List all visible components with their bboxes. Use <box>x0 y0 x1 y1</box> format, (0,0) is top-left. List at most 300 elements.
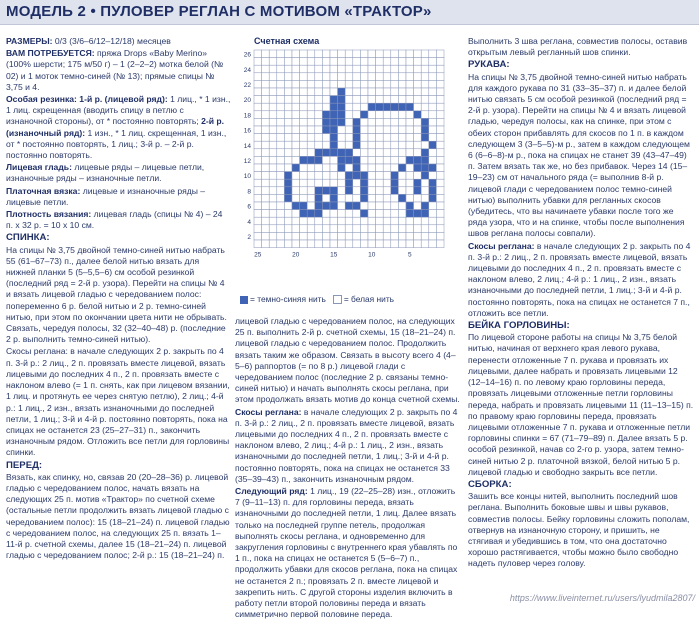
sizes-label: РАЗМЕРЫ: <box>6 36 53 46</box>
chart-cell-light <box>254 73 262 81</box>
chart-cell-light <box>436 172 444 180</box>
chart-cell-dark <box>338 164 346 172</box>
chart-cell-light <box>277 134 285 142</box>
chart-cell-light <box>398 172 406 180</box>
chart-cell-dark <box>414 156 422 164</box>
chart-cell-light <box>406 172 414 180</box>
chart-cell-light <box>315 126 323 134</box>
chart-cell-light <box>414 194 422 202</box>
chart-cell-light <box>436 210 444 218</box>
gauge-text: лицевая гладь (спицы № 4) – 24 п. х 32 р. = 10 х 10 см. <box>6 209 223 231</box>
chart-cell-light <box>436 217 444 225</box>
chart-cell-dark <box>330 194 338 202</box>
chart-cell-light <box>391 164 399 172</box>
chart-cell-light <box>391 126 399 134</box>
chart-cell-light <box>254 149 262 157</box>
chart-cell-light <box>300 58 308 66</box>
chart-col-label: 5 <box>407 251 412 259</box>
chart-cell-light <box>414 134 422 142</box>
legend-dark-label: = темно-синяя нить <box>250 294 326 304</box>
chart-cell-light <box>414 65 422 73</box>
chart-cell-light <box>277 103 285 111</box>
chart-cell-light <box>391 50 399 58</box>
chart-cell-light <box>376 141 384 149</box>
chart-cell-light <box>353 149 361 157</box>
chart-cell-light <box>345 80 353 88</box>
chart-cell-light <box>269 225 277 233</box>
chart-cell-light <box>360 50 368 58</box>
legend-light-swatch <box>333 295 342 304</box>
chart-cell-dark <box>360 179 368 187</box>
chart-cell-light <box>383 179 391 187</box>
chart-cell-light <box>436 103 444 111</box>
chart-cell-light <box>322 225 330 233</box>
chart-cell-light <box>353 73 361 81</box>
sizes-text: 0/3 (3/6–6/12–12/18) месяцев <box>54 36 171 46</box>
column-left <box>6 36 231 562</box>
chart-cell-light <box>254 172 262 180</box>
chart-cell-light <box>391 232 399 240</box>
chart-cell-dark <box>353 172 361 180</box>
chart-cell-light <box>421 50 429 58</box>
chart-cell-light <box>269 164 277 172</box>
chart-cell-light <box>262 96 270 104</box>
chart-cell-light <box>284 217 292 225</box>
chart-cell-light <box>398 232 406 240</box>
chart-cell-light <box>330 156 338 164</box>
chart-cell-dark <box>368 103 376 111</box>
chart-cell-light <box>429 172 437 180</box>
chart-cell-light <box>284 210 292 218</box>
chart-cell-light <box>277 111 285 119</box>
chart-cell-light <box>406 58 414 66</box>
chart-cell-light <box>269 194 277 202</box>
chart-cell-light <box>368 217 376 225</box>
chart-cell-light <box>277 202 285 210</box>
chart-cell-light <box>307 50 315 58</box>
rib-text: 1 лиц., * 1 изн., 1 лиц. скрещенная (вводить спицу в петлю с изнаночной стороны), от * постоянно повторять; <box>6 94 231 127</box>
stockinette-text: лицевые ряды – лицевые петли, изнаночные ряды – изнаночные петли. <box>6 162 205 184</box>
chart-cell-dark <box>338 96 346 104</box>
chart-cell-light <box>307 187 315 195</box>
chart-cell-dark <box>398 194 406 202</box>
chart-cell-dark <box>353 164 361 172</box>
chart-cell-light <box>383 118 391 126</box>
chart-cell-light <box>383 232 391 240</box>
chart-col-label: 15 <box>330 251 338 259</box>
chart-cell-light <box>376 225 384 233</box>
chart-cell-light <box>277 187 285 195</box>
chart-cell-light <box>300 111 308 119</box>
chart-cell-light <box>429 202 437 210</box>
chart-cell-light <box>330 179 338 187</box>
chart-cell-light <box>338 141 346 149</box>
chart-cell-light <box>436 96 444 104</box>
chart-cell-light <box>353 187 361 195</box>
chart-cell-light <box>322 65 330 73</box>
chart-cell-light <box>284 118 292 126</box>
chart-cell-light <box>360 217 368 225</box>
chart-cell-light <box>391 134 399 142</box>
chart-cell-light <box>254 103 262 111</box>
chart-cell-light <box>383 141 391 149</box>
back-title: СПИНКА: <box>6 232 50 244</box>
chart-cell-light <box>406 141 414 149</box>
chart-cell-light <box>300 172 308 180</box>
chart-cell-light <box>284 240 292 248</box>
chart-cell-light <box>376 111 384 119</box>
chart-cell-light <box>254 194 262 202</box>
chart-cell-light <box>360 225 368 233</box>
chart-cell-dark <box>414 179 422 187</box>
chart-cell-light <box>353 65 361 73</box>
chart-cell-dark <box>284 172 292 180</box>
chart-cell-light <box>383 225 391 233</box>
chart-cell-light <box>376 149 384 157</box>
chart-cell-light <box>322 134 330 142</box>
chart-cell-light <box>284 134 292 142</box>
chart-cell-light <box>360 103 368 111</box>
chart-cell-light <box>391 225 399 233</box>
chart-cell-dark <box>391 179 399 187</box>
chart-cell-light <box>383 73 391 81</box>
chart-cell-light <box>254 80 262 88</box>
chart-cell-dark <box>315 156 323 164</box>
chart-cell-light <box>398 225 406 233</box>
chart-cell-dark <box>292 164 300 172</box>
chart-cell-light <box>315 172 323 180</box>
chart-cell-light <box>315 58 323 66</box>
chart-cell-light <box>262 225 270 233</box>
chart-cell-light <box>391 96 399 104</box>
chart-cell-light <box>269 232 277 240</box>
chart-cell-light <box>300 73 308 81</box>
chart-cell-light <box>254 141 262 149</box>
chart-cell-light <box>269 187 277 195</box>
chart-cell-light <box>436 149 444 157</box>
chart-cell-light <box>398 126 406 134</box>
chart-cell-light <box>292 225 300 233</box>
chart-cell-light <box>330 88 338 96</box>
chart-cell-light <box>436 179 444 187</box>
chart-cell-light <box>345 232 353 240</box>
chart-cell-light <box>307 118 315 126</box>
chart-cell-light <box>269 240 277 248</box>
chart-cell-light <box>315 103 323 111</box>
chart-cell-light <box>406 111 414 119</box>
chart-cell-light <box>414 58 422 66</box>
chart-cell-light <box>414 80 422 88</box>
sleeves-raglan-text: в начале следующих 2 р. закрыть по 4 п. 3-й р.: 2 лиц., 2 п. провязать вместе лицевой, вязать лицевыми до последних 4 п., 2 п. провязать вместе с наклоном влево, 2 лиц.; 4-й р.: 1 лиц., 2 изн., вязать изнаночными до последней петли, 1 лиц.; 3-й и 4-й р. постоянно повторять, пока на спицах не останется 7 п., отложить все петли. <box>468 240 691 318</box>
chart-row-label: 14 <box>243 142 251 150</box>
chart-cell-light <box>353 210 361 218</box>
chart-cell-light <box>436 240 444 248</box>
chart-cell-light <box>353 179 361 187</box>
chart-cell-light <box>300 134 308 142</box>
chart-cell-light <box>322 50 330 58</box>
chart-cell-light <box>406 149 414 157</box>
chart-cell-light <box>376 240 384 248</box>
materials-text: пряжа Drops «Baby Merino» (100% шерсти; 175 м/50 г) – 1 (2–2–2) мотка белой (№ 02) и 1 моток темно-синей (№ 13); прямые спицы № 3,75 и 4. <box>6 48 224 92</box>
chart-cell-light <box>345 141 353 149</box>
chart-cell-dark <box>284 187 292 195</box>
chart-cell-light <box>406 88 414 96</box>
chart-cell-dark <box>284 194 292 202</box>
chart-cell-light <box>436 187 444 195</box>
chart-cell-dark <box>353 141 361 149</box>
chart-cell-light <box>254 88 262 96</box>
chart-cell-light <box>436 65 444 73</box>
knitting-chart <box>234 30 462 292</box>
chart-cell-light <box>315 88 323 96</box>
chart-cell-light <box>330 217 338 225</box>
right-intro: Выполнить 3 шва реглана, совместив полосы, оставив открытым левый регланный шов спинки. <box>468 36 688 58</box>
chart-cell-light <box>421 65 429 73</box>
chart-cell-light <box>436 232 444 240</box>
chart-cell-light <box>436 156 444 164</box>
chart-cell-light <box>292 50 300 58</box>
chart-cell-dark <box>406 103 414 111</box>
chart-cell-light <box>398 118 406 126</box>
chart-cell-dark <box>330 134 338 142</box>
chart-cell-light <box>391 111 399 119</box>
chart-cell-light <box>307 141 315 149</box>
chart-cell-light <box>376 232 384 240</box>
chart-cell-light <box>436 73 444 81</box>
chart-cell-light <box>277 58 285 66</box>
chart-cell-light <box>284 141 292 149</box>
chart-cell-light <box>254 118 262 126</box>
chart-cell-dark <box>315 149 323 157</box>
chart-cell-dark <box>414 111 422 119</box>
chart-cell-light <box>330 58 338 66</box>
chart-cell-light <box>307 172 315 180</box>
chart-cell-light <box>292 118 300 126</box>
chart-area <box>234 30 462 312</box>
chart-cell-light <box>292 141 300 149</box>
chart-cell-dark <box>421 210 429 218</box>
chart-cell-light <box>322 240 330 248</box>
chart-cell-light <box>262 58 270 66</box>
chart-cell-light <box>398 210 406 218</box>
chart-cell-dark <box>421 126 429 134</box>
chart-cell-light <box>315 134 323 142</box>
assembly-title: СБОРКА: <box>468 478 512 490</box>
chart-cell-light <box>254 134 262 142</box>
chart-cell-light <box>391 73 399 81</box>
chart-cell-dark <box>421 118 429 126</box>
chart-cell-light <box>429 65 437 73</box>
chart-cell-light <box>284 50 292 58</box>
chart-cell-light <box>307 58 315 66</box>
chart-cell-light <box>360 149 368 157</box>
chart-cell-light <box>376 217 384 225</box>
chart-cell-light <box>383 65 391 73</box>
chart-cell-light <box>277 179 285 187</box>
chart-cell-light <box>269 96 277 104</box>
chart-row-label: 22 <box>243 82 251 89</box>
chart-cell-light <box>429 232 437 240</box>
chart-cell-light <box>398 65 406 73</box>
chart-cell-dark <box>429 187 437 195</box>
chart-cell-light <box>330 240 338 248</box>
chart-cell-dark <box>322 126 330 134</box>
chart-cell-light <box>307 134 315 142</box>
chart-cell-dark <box>315 210 323 218</box>
chart-cell-light <box>269 149 277 157</box>
chart-cell-dark <box>383 103 391 111</box>
chart-cell-light <box>277 232 285 240</box>
chart-cell-light <box>315 141 323 149</box>
chart-cell-light <box>360 240 368 248</box>
chart-cell-light <box>398 80 406 88</box>
chart-cell-light <box>345 96 353 104</box>
chart-cell-light <box>398 58 406 66</box>
chart-cell-dark <box>429 179 437 187</box>
chart-cell-light <box>398 134 406 142</box>
chart-cell-light <box>292 58 300 66</box>
chart-cell-light <box>368 210 376 218</box>
chart-cell-light <box>338 179 346 187</box>
chart-cell-dark <box>421 149 429 157</box>
chart-cell-light <box>322 73 330 81</box>
chart-cell-light <box>436 111 444 119</box>
chart-cell-dark <box>376 103 384 111</box>
back-text-raglan: Скосы реглана: в начале следующих 2 р. закрыть по 4 п. 3-й р.: 2 лиц., 2 п. провязать вместе лицевой, вязать лицевыми до последних 4 п., 2 п. провязать вместе с наклоном влево (= 1 п. снять, как при лицевом вязании, 1 лиц. и протянуть ее через снятую петлю), 2 лиц.; 4-й р.: 1 лиц., 2 изн., вязать изнаночными до последней петли, 1 лиц.; 3-й и 4-й р. постоянно повторять, пока на спицах не останется 23 (25–27–31) п., закончить изнаночным рядом. Отложить все петли для горловины спинки. <box>6 346 230 458</box>
chart-cell-dark <box>353 202 361 210</box>
chart-cell-light <box>300 187 308 195</box>
chart-cell-light <box>338 202 346 210</box>
chart-cell-light <box>262 141 270 149</box>
chart-cell-light <box>376 134 384 142</box>
chart-cell-dark <box>315 202 323 210</box>
chart-cell-light <box>345 217 353 225</box>
chart-cell-light <box>269 217 277 225</box>
chart-cell-light <box>300 141 308 149</box>
chart-cell-light <box>254 187 262 195</box>
chart-cell-light <box>436 50 444 58</box>
chart-cell-dark <box>330 103 338 111</box>
chart-cell-light <box>360 202 368 210</box>
chart-cell-light <box>300 50 308 58</box>
chart-cell-light <box>429 88 437 96</box>
chart-cell-light <box>376 172 384 180</box>
chart-cell-light <box>307 149 315 157</box>
chart-cell-light <box>269 80 277 88</box>
chart-cell-dark <box>345 156 353 164</box>
chart-cell-light <box>307 240 315 248</box>
chart-cell-light <box>262 156 270 164</box>
chart-cell-light <box>300 194 308 202</box>
chart-cell-light <box>345 73 353 81</box>
chart-row-label: 20 <box>243 97 251 105</box>
chart-cell-light <box>429 217 437 225</box>
chart-cell-light <box>353 103 361 111</box>
chart-cell-light <box>262 111 270 119</box>
chart-cell-light <box>330 210 338 218</box>
chart-cell-light <box>353 217 361 225</box>
chart-cell-light <box>322 156 330 164</box>
chart-cell-light <box>330 50 338 58</box>
chart-cell-light <box>383 126 391 134</box>
chart-cell-light <box>429 96 437 104</box>
chart-cell-light <box>421 232 429 240</box>
chart-cell-light <box>429 225 437 233</box>
chart-cell-light <box>254 156 262 164</box>
chart-cell-light <box>269 88 277 96</box>
chart-cell-light <box>376 194 384 202</box>
chart-cell-light <box>262 187 270 195</box>
chart-cell-light <box>414 240 422 248</box>
chart-cell-light <box>414 202 422 210</box>
chart-cell-dark <box>391 187 399 195</box>
chart-cell-light <box>300 179 308 187</box>
chart-cell-light <box>284 58 292 66</box>
chart-cell-light <box>429 156 437 164</box>
chart-cell-light <box>421 88 429 96</box>
chart-cell-light <box>300 118 308 126</box>
sleeves-raglan-label: Скосы реглана: <box>468 240 535 251</box>
chart-cell-light <box>254 232 262 240</box>
gauge-label: Плотность вязания: <box>6 209 92 220</box>
chart-cell-dark <box>353 134 361 142</box>
chart-cell-light <box>345 164 353 172</box>
chart-cell-light <box>284 232 292 240</box>
chart-cell-light <box>368 73 376 81</box>
chart-cell-light <box>368 164 376 172</box>
chart-cell-light <box>368 194 376 202</box>
chart-cell-light <box>277 126 285 134</box>
chart-cell-light <box>406 73 414 81</box>
chart-cell-light <box>376 58 384 66</box>
chart-cell-light <box>254 50 262 58</box>
chart-cell-light <box>315 232 323 240</box>
chart-row-label: 4 <box>247 218 251 226</box>
chart-cell-light <box>376 164 384 172</box>
front-title: ПЕРЕД: <box>6 459 43 471</box>
chart-cell-light <box>376 65 384 73</box>
chart-cell-light <box>277 149 285 157</box>
chart-cell-dark <box>345 179 353 187</box>
chart-cell-light <box>406 225 414 233</box>
chart-cell-dark <box>360 111 368 119</box>
chart-cell-light <box>315 96 323 104</box>
chart-cell-light <box>292 179 300 187</box>
chart-cell-dark <box>330 187 338 195</box>
chart-cell-light <box>414 50 422 58</box>
chart-cell-light <box>368 126 376 134</box>
chart-cell-light <box>383 156 391 164</box>
chart-col-label: 20 <box>292 251 300 259</box>
chart-cell-dark <box>300 156 308 164</box>
chart-cell-light <box>330 164 338 172</box>
chart-cell-dark <box>330 111 338 119</box>
chart-cell-light <box>406 134 414 142</box>
chart-cell-light <box>391 156 399 164</box>
chart-cell-light <box>338 240 346 248</box>
chart-cell-light <box>376 88 384 96</box>
chart-cell-light <box>429 134 437 142</box>
chart-col-label: 10 <box>368 251 376 259</box>
chart-cell-light <box>322 80 330 88</box>
chart-cell-light <box>368 111 376 119</box>
chart-cell-light <box>391 118 399 126</box>
chart-cell-dark <box>300 202 308 210</box>
chart-cell-dark <box>330 118 338 126</box>
chart-cell-light <box>292 172 300 180</box>
chart-cell-light <box>383 58 391 66</box>
chart-cell-light <box>262 240 270 248</box>
